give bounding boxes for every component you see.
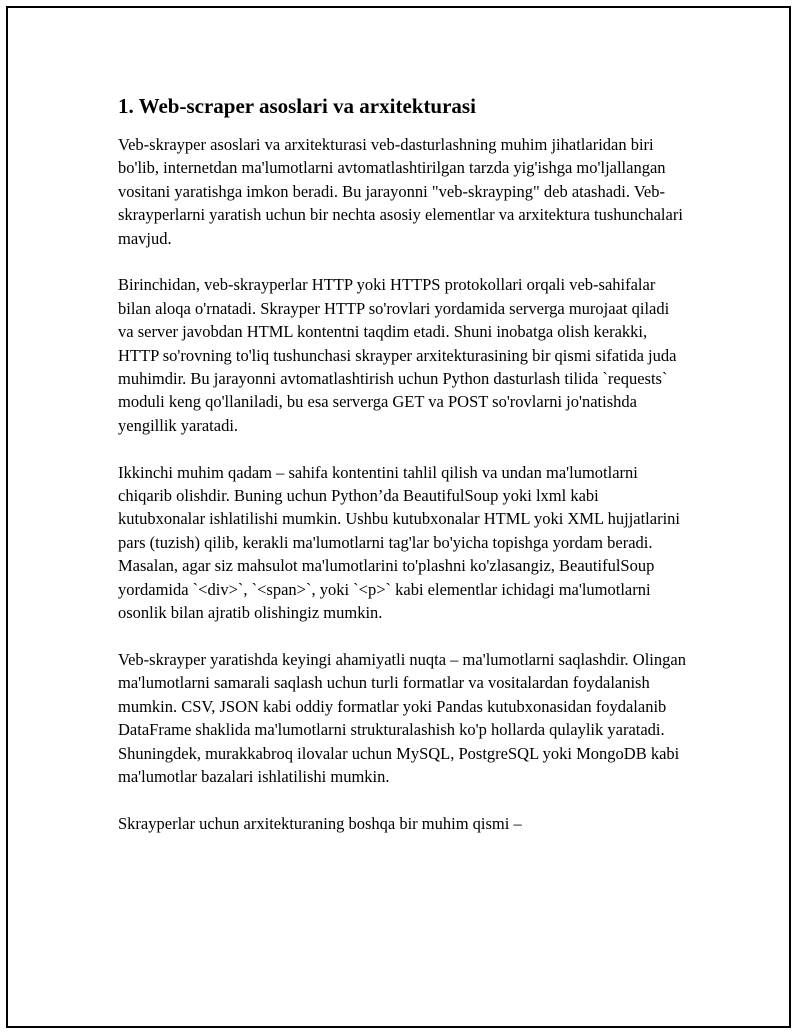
section-heading: 1. Web-scraper asoslari va arxitekturasi <box>118 94 476 118</box>
paragraph-architecture: Skrayperlar uchun arxitekturaning boshqa bir muhim qismi – <box>118 813 522 833</box>
paragraph-intro: Veb-skrayper asoslari va arxitekturasi veb-dasturlashning muhim jihatlaridan biri bo'lib, internetdan ma'lumotlarni avtomatlashtirilgan tarzda yig'ishga mo'ljallangan vositani yaratishga imkon beradi. Bu jarayonni "veb-skrayping" deb atashadi. Veb-skrayperlarni yaratish uchun bir nechta asosiy elementlar va arxitektura tushunchalari mavjud. <box>118 135 683 248</box>
paragraph-parsing: Ikkinchi muhim qadam – sahifa kontentini tahlil qilish va undan ma'lumotlarni chiqarib olishdir. Buning uchun Python’da BeautifulSoup yoki lxml kabi kutubxonalar ishlatilishi mumkin. Ushbu kutubxonalar HTML yoki XML hujjatlarini pars (tuzish) qilib, kerakli ma'lumotlarni tag'lar bo'yicha topishga yordam beradi. Masalan, agar siz mahsulot ma'lumotlarini to'plashni ko'zlasangiz, BeautifulSoup yordamida `<div>`, `<span>`, yoki `<p>` kabi elementlar ichidagi ma'lumotlarni osonlik bilan ajratib olishingiz mumkin. <box>118 462 681 623</box>
paragraph-storage: Veb-skrayper yaratishda keyingi ahamiyatli nuqta – ma'lumotlarni saqlashdir. Olingan ma'lumotlarni samarali saqlash uchun turli formatlar va vositalardan foydalanish mumkin. CSV, JSON kabi oddiy formatlar yoki Pandas kutubxonasidan foydalanib DataFrame shaklida ma'lumotlarni strukturalashish ko'p hollarda qulaylik yaratadi. Shuningdek, murakkabroq ilovalar uchun MySQL, PostgreSQL yoki MongoDB kabi ma'lumotlar bazalari ishlatilishi mumkin. <box>118 649 686 786</box>
document-body <box>118 93 688 859</box>
paragraph-http: Birinchidan, veb-skrayperlar HTTP yoki HTTPS protokollari orqali veb-sahifalar bilan aloqa o'rnatadi. Skrayper HTTP so'rovlari yordamida serverga murojaat qiladi va server javobdan HTML kontentni taqdim etadi. Shuni inobatga olish kerakki, HTTP so'rovning to'liq tushunchasi skrayper arxitekturasining bir qismi sifatida juda muhimdir. Bu jarayonni avtomatlashtirish uchun Python dasturlash tilida `requests` moduli keng qo'llaniladi, bu esa serverga GET va POST so'rovlarni jo'natishda yengillik yaratadi. <box>118 275 677 435</box>
